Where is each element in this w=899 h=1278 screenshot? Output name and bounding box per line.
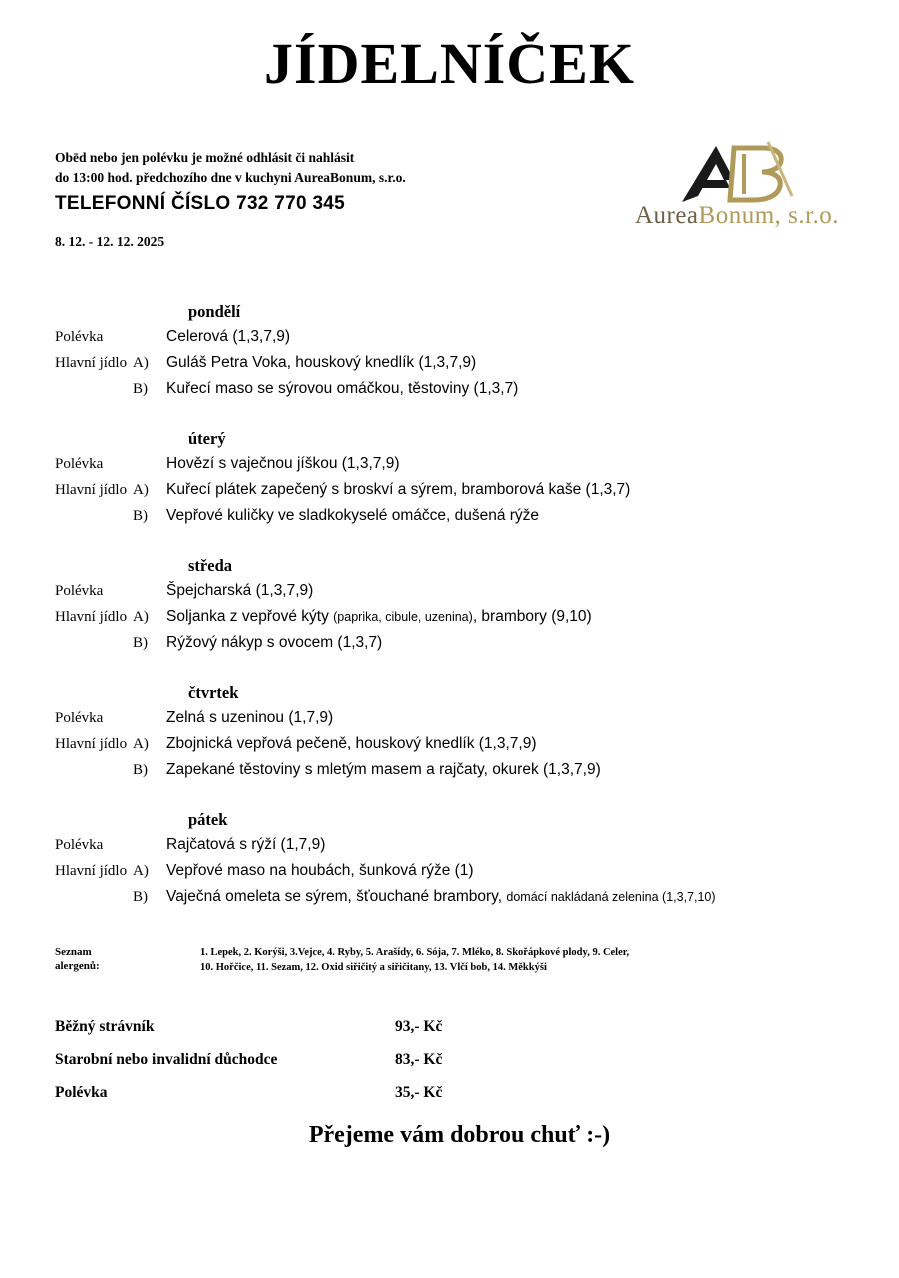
variant-a-label: A) [133, 482, 149, 498]
allergens-line-1: 1. Lepek, 2. Korýši, 3.Vejce, 4. Ryby, 5. Arašídy, 6. Sója, 7. Mléko, 8. Skořápkové plody, 9. Celer, [200, 947, 630, 958]
main-a-text [166, 731, 899, 757]
variant-b-label: B) [133, 508, 148, 524]
main-a-text [166, 604, 899, 630]
phone-number: TELEFONNÍ ČÍSLO 732 770 345 [55, 193, 346, 214]
price-row [55, 1043, 655, 1076]
main-b-row [0, 630, 899, 656]
day-name: středa [188, 556, 232, 575]
main-a-row [0, 858, 899, 884]
main-a-note: (paprika, cibule, uzenina) [333, 610, 473, 624]
day-name: pondělí [188, 302, 241, 321]
soup-label: Polévka [55, 583, 104, 599]
price-list [55, 1010, 655, 1109]
allergens-list [145, 945, 629, 975]
soup-row [0, 578, 899, 604]
footer-greeting: Přejeme vám dobrou chuť :-) [308, 1122, 611, 1148]
main-label: Hlavní jídlo [55, 736, 128, 752]
logo-wordmark-suffix: Bonum, s.r.o. [698, 202, 840, 229]
day-group-tuesday [0, 427, 899, 529]
weekly-menu [0, 300, 899, 935]
soup-row [0, 705, 899, 731]
price-value: 93,- Kč [395, 1018, 443, 1035]
logo-wordmark [617, 202, 857, 230]
main-a-tail: , brambory (9,10) [472, 608, 592, 625]
main-a-main: Kuřecí plátek zapečený s broskví a sýrem, bramborová kaše (1,3,7) [166, 481, 631, 498]
soup-row [0, 832, 899, 858]
cancel-notice-line-2: do 13:00 hod. předchozího dne v kuchyni AureaBonum, s.r.o. [55, 170, 406, 185]
allergens-section [55, 945, 855, 975]
main-b-main: Kuřecí maso se sýrovou omáčkou, těstoviny (1,3,7) [166, 380, 519, 397]
variant-a-label: A) [133, 355, 149, 371]
allergens-line-2: 10. Hořčice, 11. Sezam, 12. Oxid siřičitý a siřičitany, 13. Vlčí bob, 14. Měkkýši [200, 962, 547, 973]
variant-a-label: A) [133, 609, 149, 625]
main-a-main: Guláš Petra Voka, houskový knedlík (1,3,7,9) [166, 354, 477, 371]
aureabonum-logo-icon [672, 140, 802, 206]
price-value: 35,- Kč [395, 1084, 443, 1101]
main-b-row [0, 376, 899, 402]
soup-text: Hovězí s vaječnou jíškou (1,3,7,9) [166, 455, 400, 472]
cancel-notice-line-1: Obēd nebo jen polévku je možné odhlásit či nahlásit [55, 150, 355, 165]
soup-label: Polévka [55, 837, 104, 853]
logo [617, 140, 857, 260]
main-b-row [0, 503, 899, 529]
soup-text: Rajčatová s rýží (1,7,9) [166, 836, 326, 853]
main-label: Hlavní jídlo [55, 482, 128, 498]
price-row [55, 1010, 655, 1043]
day-name: pátek [188, 810, 228, 829]
main-b-main: Rýžový nákyp s ovocem (1,3,7) [166, 634, 383, 651]
main-a-row [0, 350, 899, 376]
header-info [55, 148, 635, 250]
main-a-text [166, 858, 899, 884]
logo-wordmark-prefix: Aurea [634, 202, 699, 229]
main-a-text [166, 477, 899, 503]
price-value: 83,- Kč [395, 1051, 443, 1068]
page-title: JÍDELNÍČEK [264, 31, 635, 96]
allergens-label [55, 945, 145, 975]
day-group-friday [0, 808, 899, 910]
main-b-main: Zapekané těstoviny s mletým masem a rajčaty, okurek (1,3,7,9) [166, 761, 601, 778]
soup-label: Polévka [55, 329, 104, 345]
main-b-row [0, 757, 899, 783]
main-b-text [166, 757, 899, 783]
price-name: Běžný strávník [55, 1018, 155, 1035]
soup-text: Celerová (1,3,7,9) [166, 328, 291, 345]
main-b-row [0, 884, 899, 910]
day-group-thursday [0, 681, 899, 783]
main-b-note: domácí nakládaná zelenina (1,3,7,10) [506, 890, 716, 904]
main-a-main: Zbojnická vepřová pečeně, houskový knedlík (1,3,7,9) [166, 735, 537, 752]
soup-row [0, 451, 899, 477]
variant-a-label: A) [133, 863, 149, 879]
day-name: úterý [188, 429, 226, 448]
main-a-row [0, 477, 899, 503]
allergens-label-line-2: alergenů: [55, 960, 100, 972]
main-a-main: Vepřové maso na houbách, šunková rýže (1) [166, 862, 474, 879]
main-label: Hlavní jídlo [55, 609, 128, 625]
main-a-text [166, 350, 899, 376]
day-group-wednesday [0, 554, 899, 656]
main-a-main: Soljanka z vepřové kýty [166, 608, 334, 625]
price-name: Polévka [55, 1084, 108, 1101]
soup-text: Zelná s uzeninou (1,7,9) [166, 709, 334, 726]
main-a-row [0, 604, 899, 630]
main-b-text [166, 884, 899, 910]
variant-b-label: B) [133, 635, 148, 651]
main-b-text [166, 630, 899, 656]
soup-label: Polévka [55, 710, 104, 726]
soup-text: Špejcharská (1,3,7,9) [166, 582, 314, 599]
main-b-main: Vepřové kuličky ve sladkokyselé omáčce, dušená rýže [166, 507, 540, 524]
main-a-row [0, 731, 899, 757]
soup-row [0, 324, 899, 350]
variant-a-label: A) [133, 736, 149, 752]
main-label: Hlavní jídlo [55, 355, 128, 371]
date-range: 8. 12. - 12. 12. 2025 [55, 234, 165, 249]
price-row [55, 1076, 655, 1109]
variant-b-label: B) [133, 381, 148, 397]
main-b-main: Vaječná omeleta se sýrem, šťouchané brambory, [166, 888, 507, 905]
soup-label: Polévka [55, 456, 104, 472]
price-name: Starobní nebo invalidní důchodce [55, 1051, 278, 1068]
variant-b-label: B) [133, 889, 148, 905]
main-b-text [166, 503, 899, 529]
variant-b-label: B) [133, 762, 148, 778]
main-label: Hlavní jídlo [55, 863, 128, 879]
day-group-monday [0, 300, 899, 402]
allergens-label-line-1: Seznam [55, 946, 92, 958]
main-b-text [166, 376, 899, 402]
day-name: čtvrtek [188, 683, 239, 702]
